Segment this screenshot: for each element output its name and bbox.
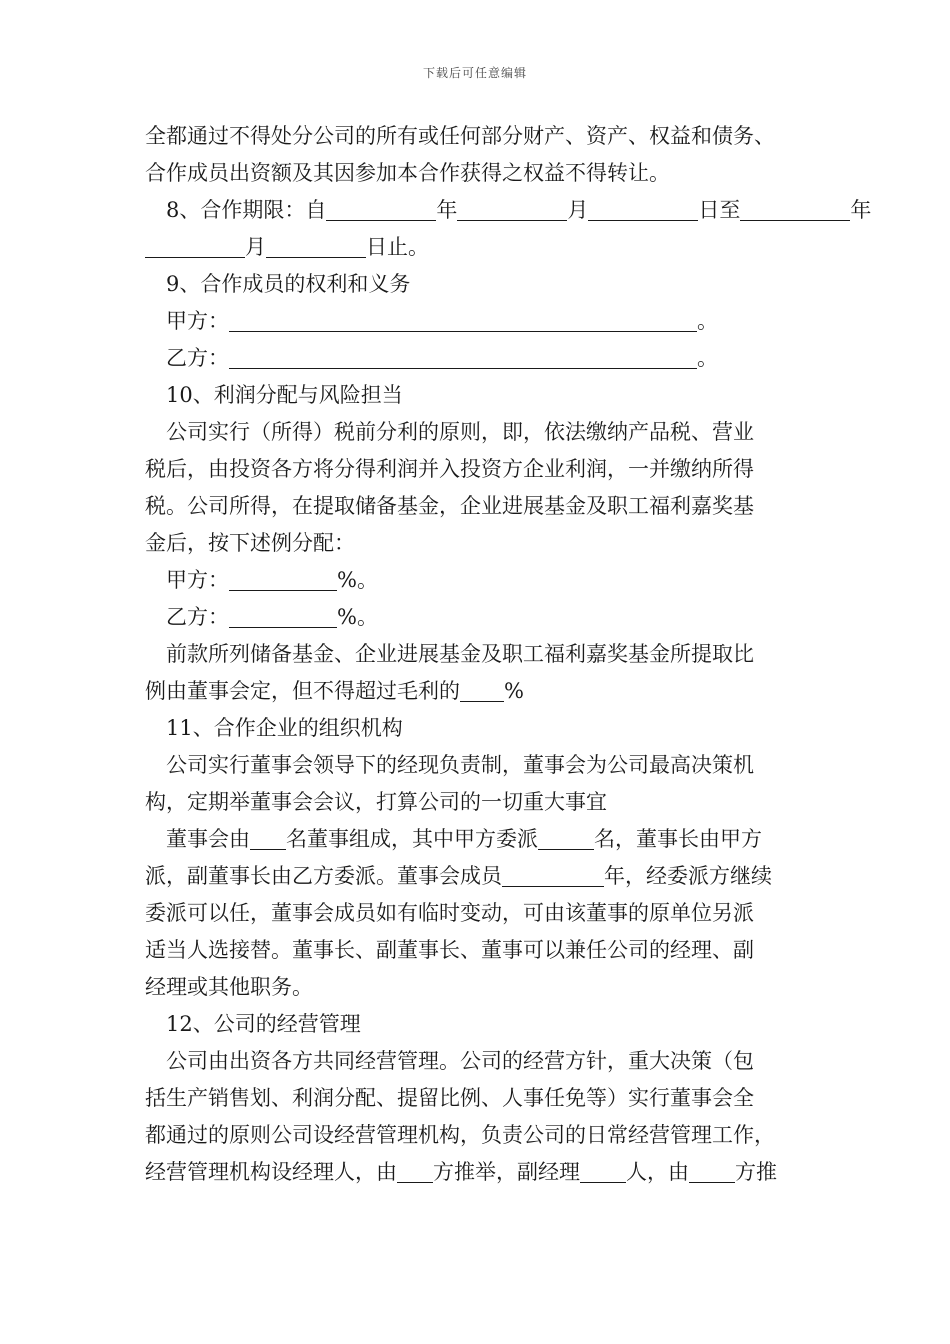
party-b-share	[145, 599, 835, 636]
clause-text: 月	[245, 235, 266, 259]
clause-text: 方推	[735, 1160, 777, 1184]
clause-text: %。	[337, 605, 378, 629]
clause-text: 日至	[698, 198, 741, 222]
clause-text: 名，董事长由甲方	[594, 827, 762, 851]
blank-field	[538, 825, 594, 850]
party-label: 甲方：	[166, 568, 229, 592]
blank-field	[457, 196, 567, 221]
blank-field	[229, 344, 697, 369]
blank-field	[460, 677, 504, 702]
clause-text: 8、合作期限：自	[166, 198, 327, 222]
clause-text: 。	[697, 309, 718, 333]
paragraph-line: 适当人选接替。董事长、副董事长、董事可以兼任公司的经理、副	[145, 938, 754, 962]
blank-field	[502, 862, 604, 887]
clause-text: 名董事组成，其中甲方委派	[286, 827, 538, 851]
clause-text: 董事会由	[166, 827, 250, 851]
blank-field	[580, 1158, 626, 1183]
clause-text: %	[504, 679, 524, 703]
paragraph-line: 税。公司所得，在提取储备基金，企业进展基金及职工福利嘉奖基	[145, 494, 754, 518]
party-label: 甲方：	[166, 309, 229, 333]
blank-field	[689, 1158, 735, 1183]
paragraph-line: 合作成员出资额及其因参加本合作获得之权益不得转让。	[145, 161, 670, 185]
clause-8-term-cont	[145, 229, 835, 266]
page-header: 下载后可任意编辑	[422, 66, 527, 80]
blank-field	[326, 196, 436, 221]
clause-text: 派，副董事长由乙方委派。董事会成员	[145, 864, 502, 888]
blank-field	[740, 196, 850, 221]
blank-field	[229, 603, 337, 628]
blank-field	[250, 825, 286, 850]
paragraph-line: 委派可以任，董事会成员如有临时变动，可由该董事的原单位另派	[145, 901, 754, 925]
paragraph-line: 税后，由投资各方将分得利润并入投资方企业利润，一并缴纳所得	[145, 457, 754, 481]
clause-text: 。	[697, 346, 718, 370]
party-label: 乙方：	[166, 346, 229, 370]
paragraph-line	[145, 1154, 835, 1191]
blank-field	[588, 196, 698, 221]
clause-text: 月	[567, 198, 589, 222]
paragraph-line	[145, 673, 835, 710]
clause-text: 人，由	[626, 1160, 689, 1184]
section-heading: 12、公司的经营管理	[166, 1012, 361, 1036]
clause-text: 年	[850, 198, 872, 222]
party-a-duties	[145, 303, 835, 340]
paragraph-line: 全都通过不得处分公司的所有或任何部分财产、资产、权益和债务、	[145, 124, 775, 148]
paragraph-line: 经理或其他职务。	[145, 975, 313, 999]
document-body	[145, 118, 872, 1191]
blank-field	[397, 1158, 433, 1183]
paragraph-line: 公司实行（所得）税前分利的原则，即，依法缴纳产品税、营业	[166, 420, 754, 444]
paragraph-line: 公司实行董事会领导下的经现负责制，董事会为公司最高决策机	[166, 753, 754, 777]
clause-text: 年	[436, 198, 458, 222]
paragraph-line: 构，定期举董事会会议，打算公司的一切重大事宜	[145, 790, 607, 814]
blank-field	[229, 566, 337, 591]
section-heading: 11、合作企业的组织机构	[166, 716, 403, 740]
clause-text: 日止。	[366, 235, 429, 259]
paragraph-line: 公司由出资各方共同经营管理。公司的经营方针，重大决策（包	[166, 1049, 754, 1073]
party-label: 乙方：	[166, 605, 229, 629]
paragraph-line	[145, 821, 835, 858]
paragraph-line	[145, 858, 835, 895]
clause-text: 年，经委派方继续	[604, 864, 772, 888]
clause-text: %。	[337, 568, 378, 592]
paragraph-line: 金后，按下述例分配：	[145, 531, 355, 555]
section-heading: 10、利润分配与风险担当	[166, 383, 403, 407]
party-b-duties	[145, 340, 835, 377]
clause-text: 方推举，副经理	[433, 1160, 580, 1184]
clause-text: 经营管理机构设经理人，由	[145, 1160, 397, 1184]
section-heading: 9、合作成员的权利和义务	[166, 272, 411, 296]
party-a-share	[145, 562, 835, 599]
paragraph-line: 前款所列储备基金、企业进展基金及职工福利嘉奖基金所提取比	[166, 642, 754, 666]
paragraph-line: 括生产销售划、利润分配、提留比例、人事任免等）实行董事会全	[145, 1086, 754, 1110]
clause-8-term	[145, 192, 872, 229]
clause-text: 例由董事会定，但不得超过毛利的	[145, 679, 460, 703]
blank-field	[145, 233, 245, 258]
blank-field	[266, 233, 366, 258]
blank-field	[229, 307, 697, 332]
paragraph-line: 都通过的原则公司设经营管理机构，负责公司的日常经营管理工作，	[145, 1123, 775, 1147]
